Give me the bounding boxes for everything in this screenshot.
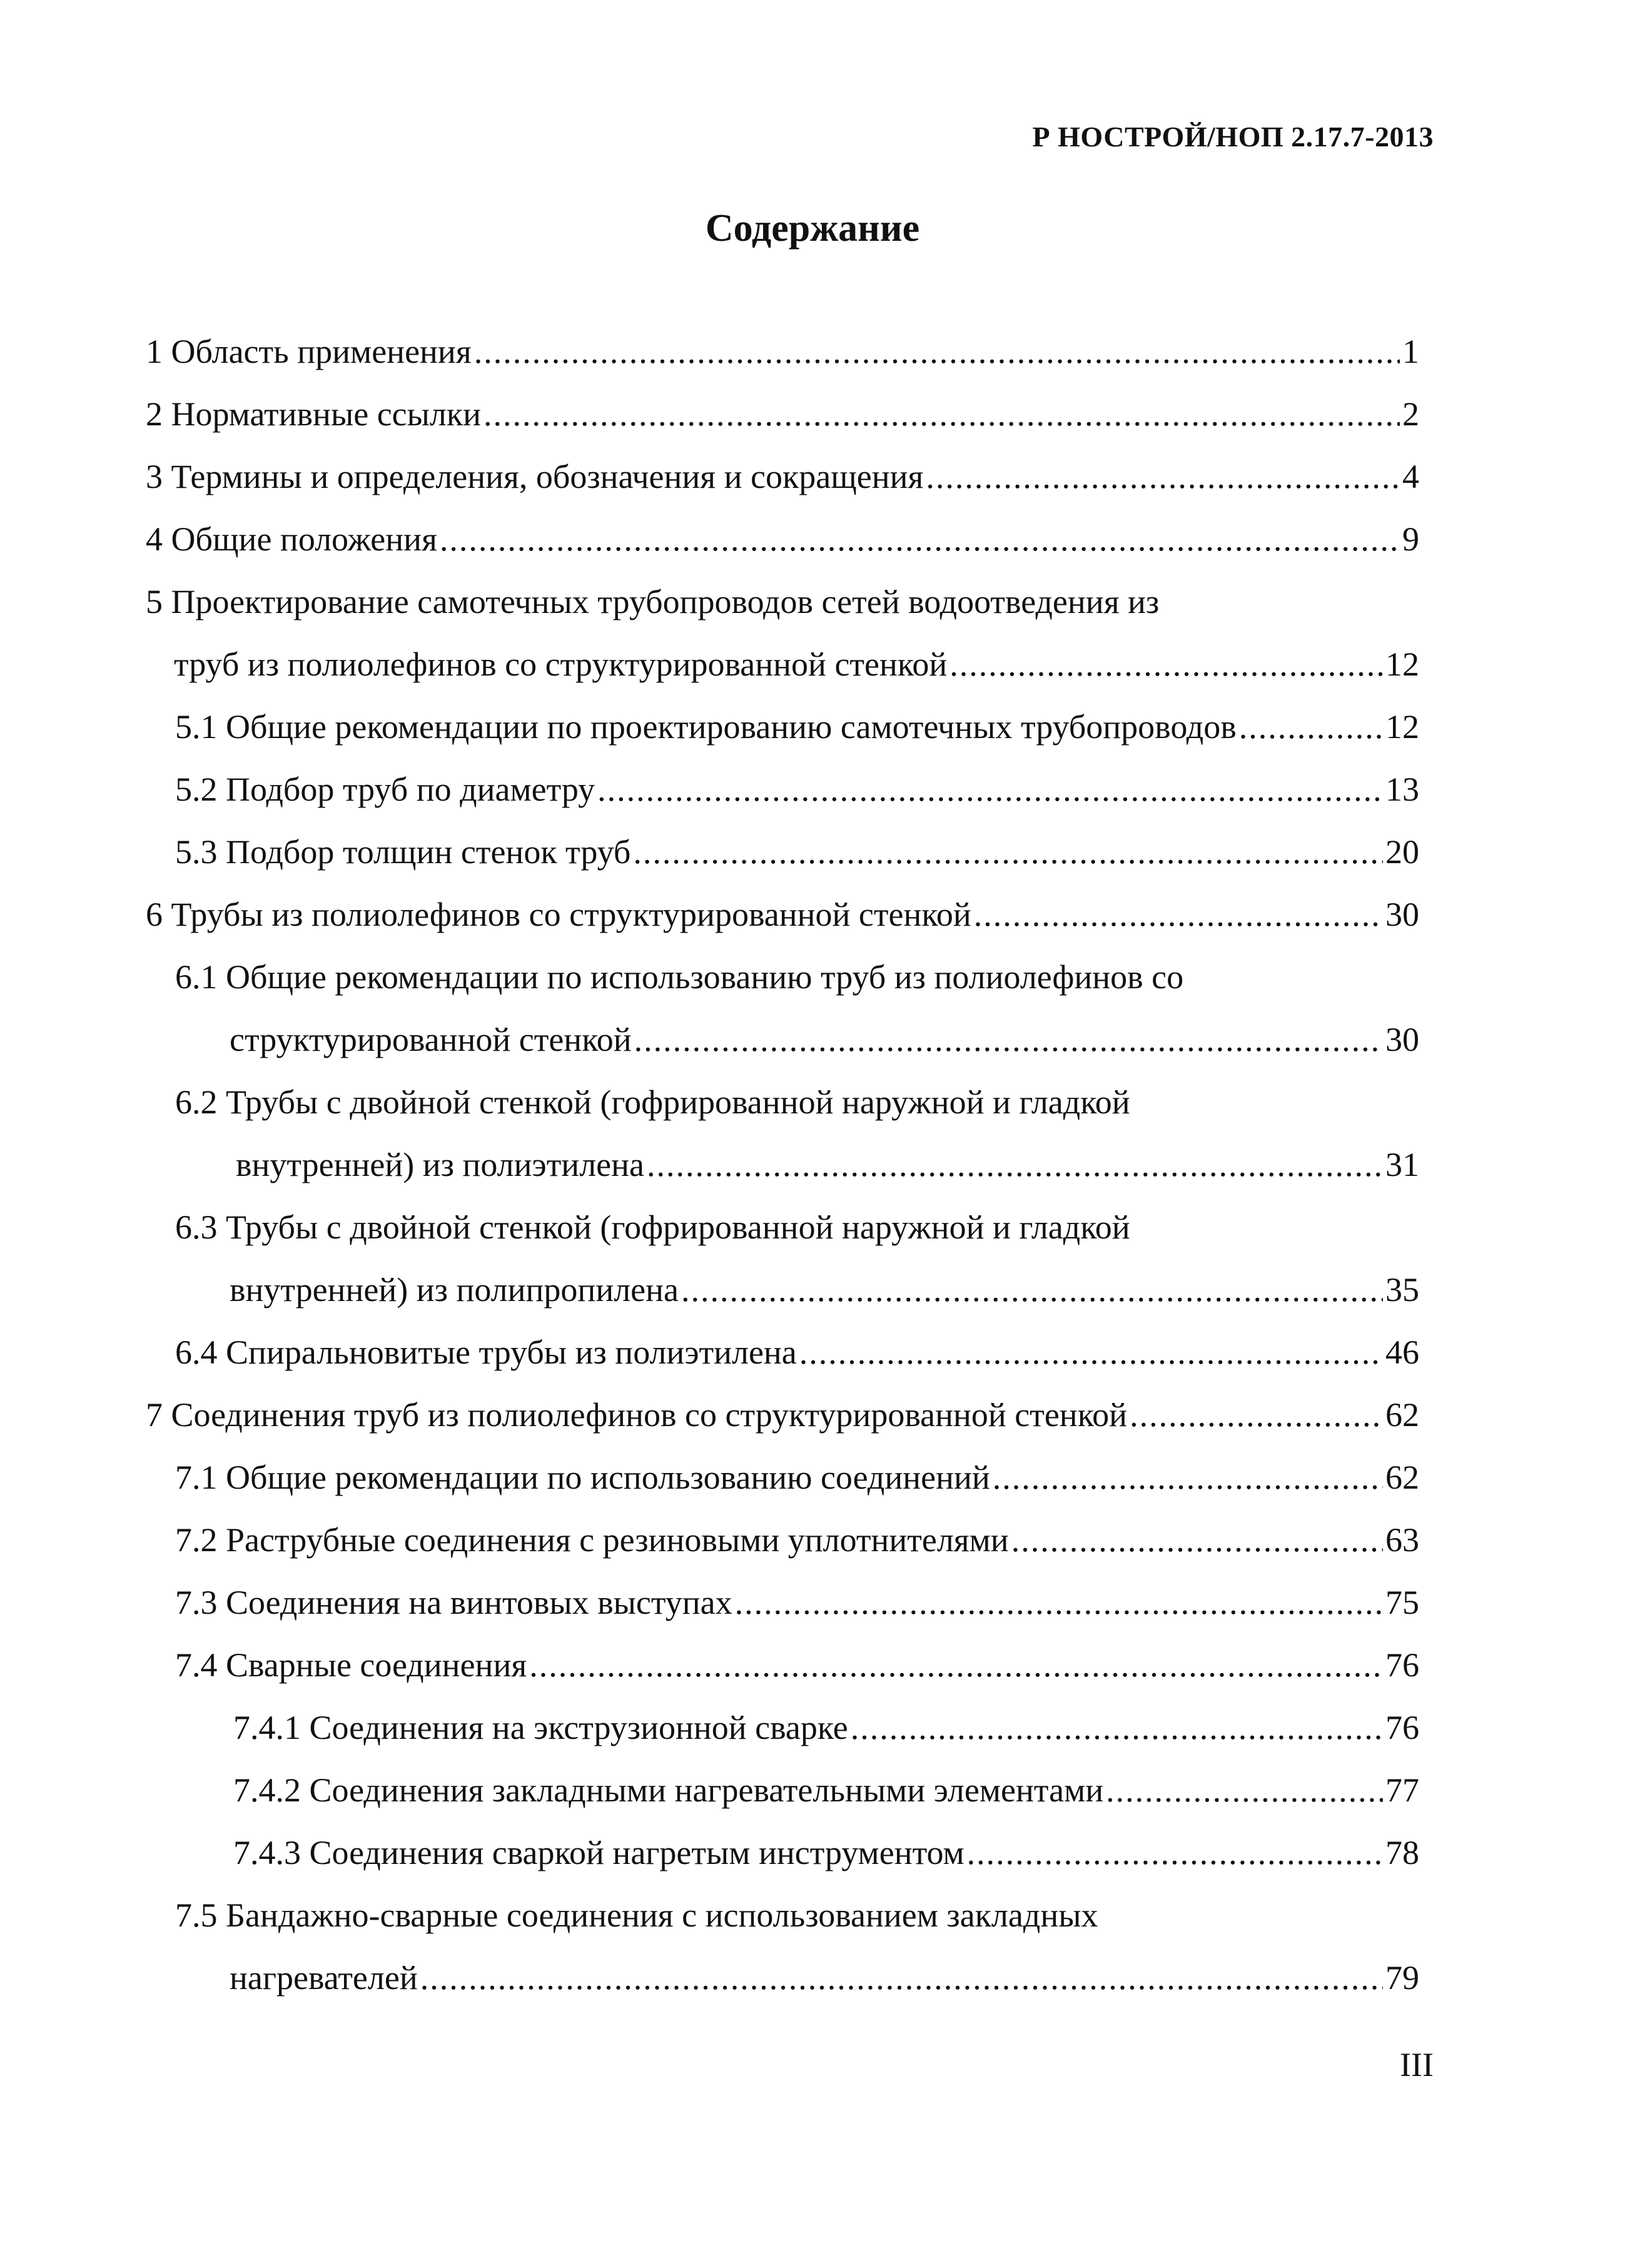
toc-page-number: 31 [1385, 1146, 1419, 1183]
dot-leader [681, 1258, 1383, 1321]
toc-entry-title: труб из полиолефинов со структурированной стенкой [174, 645, 948, 683]
toc-entry-title: внутренней) из полиэтилена [236, 1146, 644, 1183]
toc-page-number: 77 [1385, 1771, 1419, 1809]
dot-leader [647, 1133, 1383, 1196]
toc-entry-row [146, 1384, 1419, 1446]
dot-leader [1011, 1509, 1383, 1571]
toc-entry-title: 4 Общие положения [146, 520, 437, 558]
page-title: Содержание [705, 207, 920, 250]
table-of-contents [146, 320, 1419, 2009]
page-number: III [1400, 2046, 1434, 2083]
toc-entry [146, 1571, 1419, 1634]
toc-entry [146, 758, 1419, 821]
toc-page-number: 35 [1385, 1271, 1419, 1309]
toc-entry [146, 1947, 1419, 2009]
toc-page-number: 4 [1402, 458, 1419, 495]
toc-entry-row [146, 1634, 1419, 1696]
toc-entry [146, 1008, 1419, 1071]
toc-entry-title: 3 Термины и определения, обозначения и сокращения [146, 458, 924, 495]
toc-entry [146, 508, 1419, 570]
toc-entry-title: 7.5 Бандажно-сварные соединения с использованием закладных [175, 1896, 1098, 1934]
toc-entry-title: 7 Соединения труб из полиолефинов со структурированной стенкой [146, 1396, 1128, 1434]
toc-entry-row [146, 1947, 1419, 2009]
dot-leader [967, 1821, 1383, 1884]
toc-entry-title: 5.1 Общие рекомендации по проектированию самотечных трубопроводов [175, 708, 1237, 746]
toc-page-number: 76 [1385, 1646, 1419, 1684]
toc-entry-row [146, 320, 1419, 383]
dot-leader [974, 883, 1383, 946]
toc-page-number: 13 [1385, 771, 1419, 808]
toc-entry-row [146, 1071, 1419, 1133]
document-code: Р НОСТРОЙ/НОП 2.17.7-2013 [1032, 121, 1434, 153]
toc-entry-line [146, 1196, 1419, 1258]
toc-entry-row [146, 508, 1419, 570]
toc-entry-title: 7.4.1 Соединения на экструзионной сварке [233, 1709, 848, 1746]
toc-entry [146, 696, 1419, 758]
dot-leader [440, 508, 1400, 570]
toc-entry-title: 7.3 Соединения на винтовых выступах [175, 1584, 732, 1621]
dot-leader [799, 1321, 1383, 1384]
toc-page-number: 12 [1385, 645, 1419, 683]
toc-entry [146, 445, 1419, 508]
dot-leader [949, 633, 1383, 696]
toc-entry-row [146, 696, 1419, 758]
toc-entry [146, 883, 1419, 946]
dot-leader [926, 445, 1400, 508]
toc-entry-line [146, 1884, 1419, 1947]
toc-entry-title: 6.1 Общие рекомендации по использованию труб из полиолефинов со [175, 958, 1184, 996]
dot-leader [420, 1947, 1383, 2009]
toc-entry [146, 320, 1419, 383]
toc-entry-title: 5.3 Подбор толщин стенок труб [175, 833, 631, 871]
toc-entry-title: 6 Трубы из полиолефинов со структурированной стенкой [146, 896, 971, 933]
toc-entry [146, 1446, 1419, 1509]
toc-entry-row [146, 1884, 1419, 1947]
toc-entry-title: 2 Нормативные ссылки [146, 395, 481, 433]
toc-entry-title: 7.4 Сварные соединения [175, 1646, 527, 1684]
dot-leader [634, 1008, 1383, 1071]
dot-leader [597, 758, 1383, 821]
toc-entry [146, 1634, 1419, 1696]
toc-page-number: 75 [1385, 1584, 1419, 1621]
toc-entry-row [146, 1509, 1419, 1571]
toc-entry-row [146, 1196, 1419, 1258]
dot-leader [483, 383, 1400, 445]
toc-entry-line [146, 946, 1419, 1008]
toc-entry-row [146, 1571, 1419, 1634]
dot-leader [474, 320, 1400, 383]
toc-entry-row [146, 946, 1419, 1008]
toc-page-number: 76 [1385, 1709, 1419, 1746]
toc-entry-row [146, 1008, 1419, 1071]
toc-page-number: 9 [1402, 520, 1419, 558]
dot-leader [735, 1571, 1383, 1634]
toc-entry [146, 1821, 1419, 1884]
dot-leader [633, 821, 1383, 883]
dot-leader [851, 1696, 1383, 1759]
toc-page-number: 62 [1385, 1459, 1419, 1496]
toc-entry [146, 1133, 1419, 1196]
toc-page-number: 1 [1402, 333, 1419, 370]
toc-entry-title: внутренней) из полипропилена [230, 1271, 679, 1309]
dot-leader [1130, 1384, 1383, 1446]
toc-entry-row [146, 570, 1419, 633]
toc-page-number: 12 [1385, 708, 1419, 746]
toc-entry-title: 7.4.3 Соединения сваркой нагретым инструментом [233, 1834, 964, 1871]
toc-entry-title: 7.2 Раструбные соединения с резиновыми уплотнителями [175, 1521, 1009, 1559]
toc-entry-title: 5.2 Подбор труб по диаметру [175, 771, 595, 808]
toc-entry-line [146, 570, 1419, 633]
toc-entry [146, 633, 1419, 696]
toc-entry [146, 821, 1419, 883]
toc-entry-title: 6.2 Трубы с двойной стенкой (гофрированной наружной и гладкой [175, 1083, 1130, 1121]
toc-page-number: 20 [1385, 833, 1419, 871]
toc-entry [146, 1759, 1419, 1821]
toc-entry-row [146, 1258, 1419, 1321]
toc-entry-title: 6.4 Спиральновитые трубы из полиэтилена [175, 1334, 797, 1371]
toc-page-number: 30 [1385, 1021, 1419, 1058]
toc-entry-row [146, 1133, 1419, 1196]
toc-page-number: 63 [1385, 1521, 1419, 1559]
toc-entry-row [146, 633, 1419, 696]
toc-entry-row [146, 383, 1419, 445]
toc-page-number: 78 [1385, 1834, 1419, 1871]
toc-entry-title: структурированной стенкой [230, 1021, 632, 1058]
toc-entry-row [146, 1446, 1419, 1509]
toc-entry [146, 1696, 1419, 1759]
dot-leader [1239, 696, 1383, 758]
toc-entry-title: 6.3 Трубы с двойной стенкой (гофрированной наружной и гладкой [175, 1208, 1130, 1246]
toc-entry [146, 383, 1419, 445]
toc-entry-line [146, 1071, 1419, 1133]
toc-page-number: 46 [1385, 1334, 1419, 1371]
toc-entry-row [146, 883, 1419, 946]
toc-page-number: 79 [1385, 1959, 1419, 1997]
toc-entry [146, 1258, 1419, 1321]
dot-leader [993, 1446, 1383, 1509]
toc-entry-title: 7.4.2 Соединения закладными нагревательными элементами [233, 1771, 1104, 1809]
toc-entry-row [146, 1759, 1419, 1821]
toc-page-number: 30 [1385, 896, 1419, 933]
dot-leader [529, 1634, 1383, 1696]
toc-entry-row [146, 1821, 1419, 1884]
toc-page-number: 2 [1402, 395, 1419, 433]
toc-entry-row [146, 445, 1419, 508]
dot-leader [1106, 1759, 1383, 1821]
toc-entry-row [146, 1696, 1419, 1759]
toc-entry-title: 7.1 Общие рекомендации по использованию соединений [175, 1459, 990, 1496]
toc-entry-title: 5 Проектирование самотечных трубопроводов сетей водоотведения из [146, 583, 1160, 620]
toc-entry [146, 1321, 1419, 1384]
toc-page-number: 62 [1385, 1396, 1419, 1434]
toc-entry-row [146, 1321, 1419, 1384]
toc-entry [146, 1509, 1419, 1571]
toc-entry-title: 1 Область применения [146, 333, 472, 370]
toc-entry-row [146, 758, 1419, 821]
toc-entry [146, 1384, 1419, 1446]
toc-entry-title: нагревателей [230, 1959, 418, 1997]
toc-entry-row [146, 821, 1419, 883]
